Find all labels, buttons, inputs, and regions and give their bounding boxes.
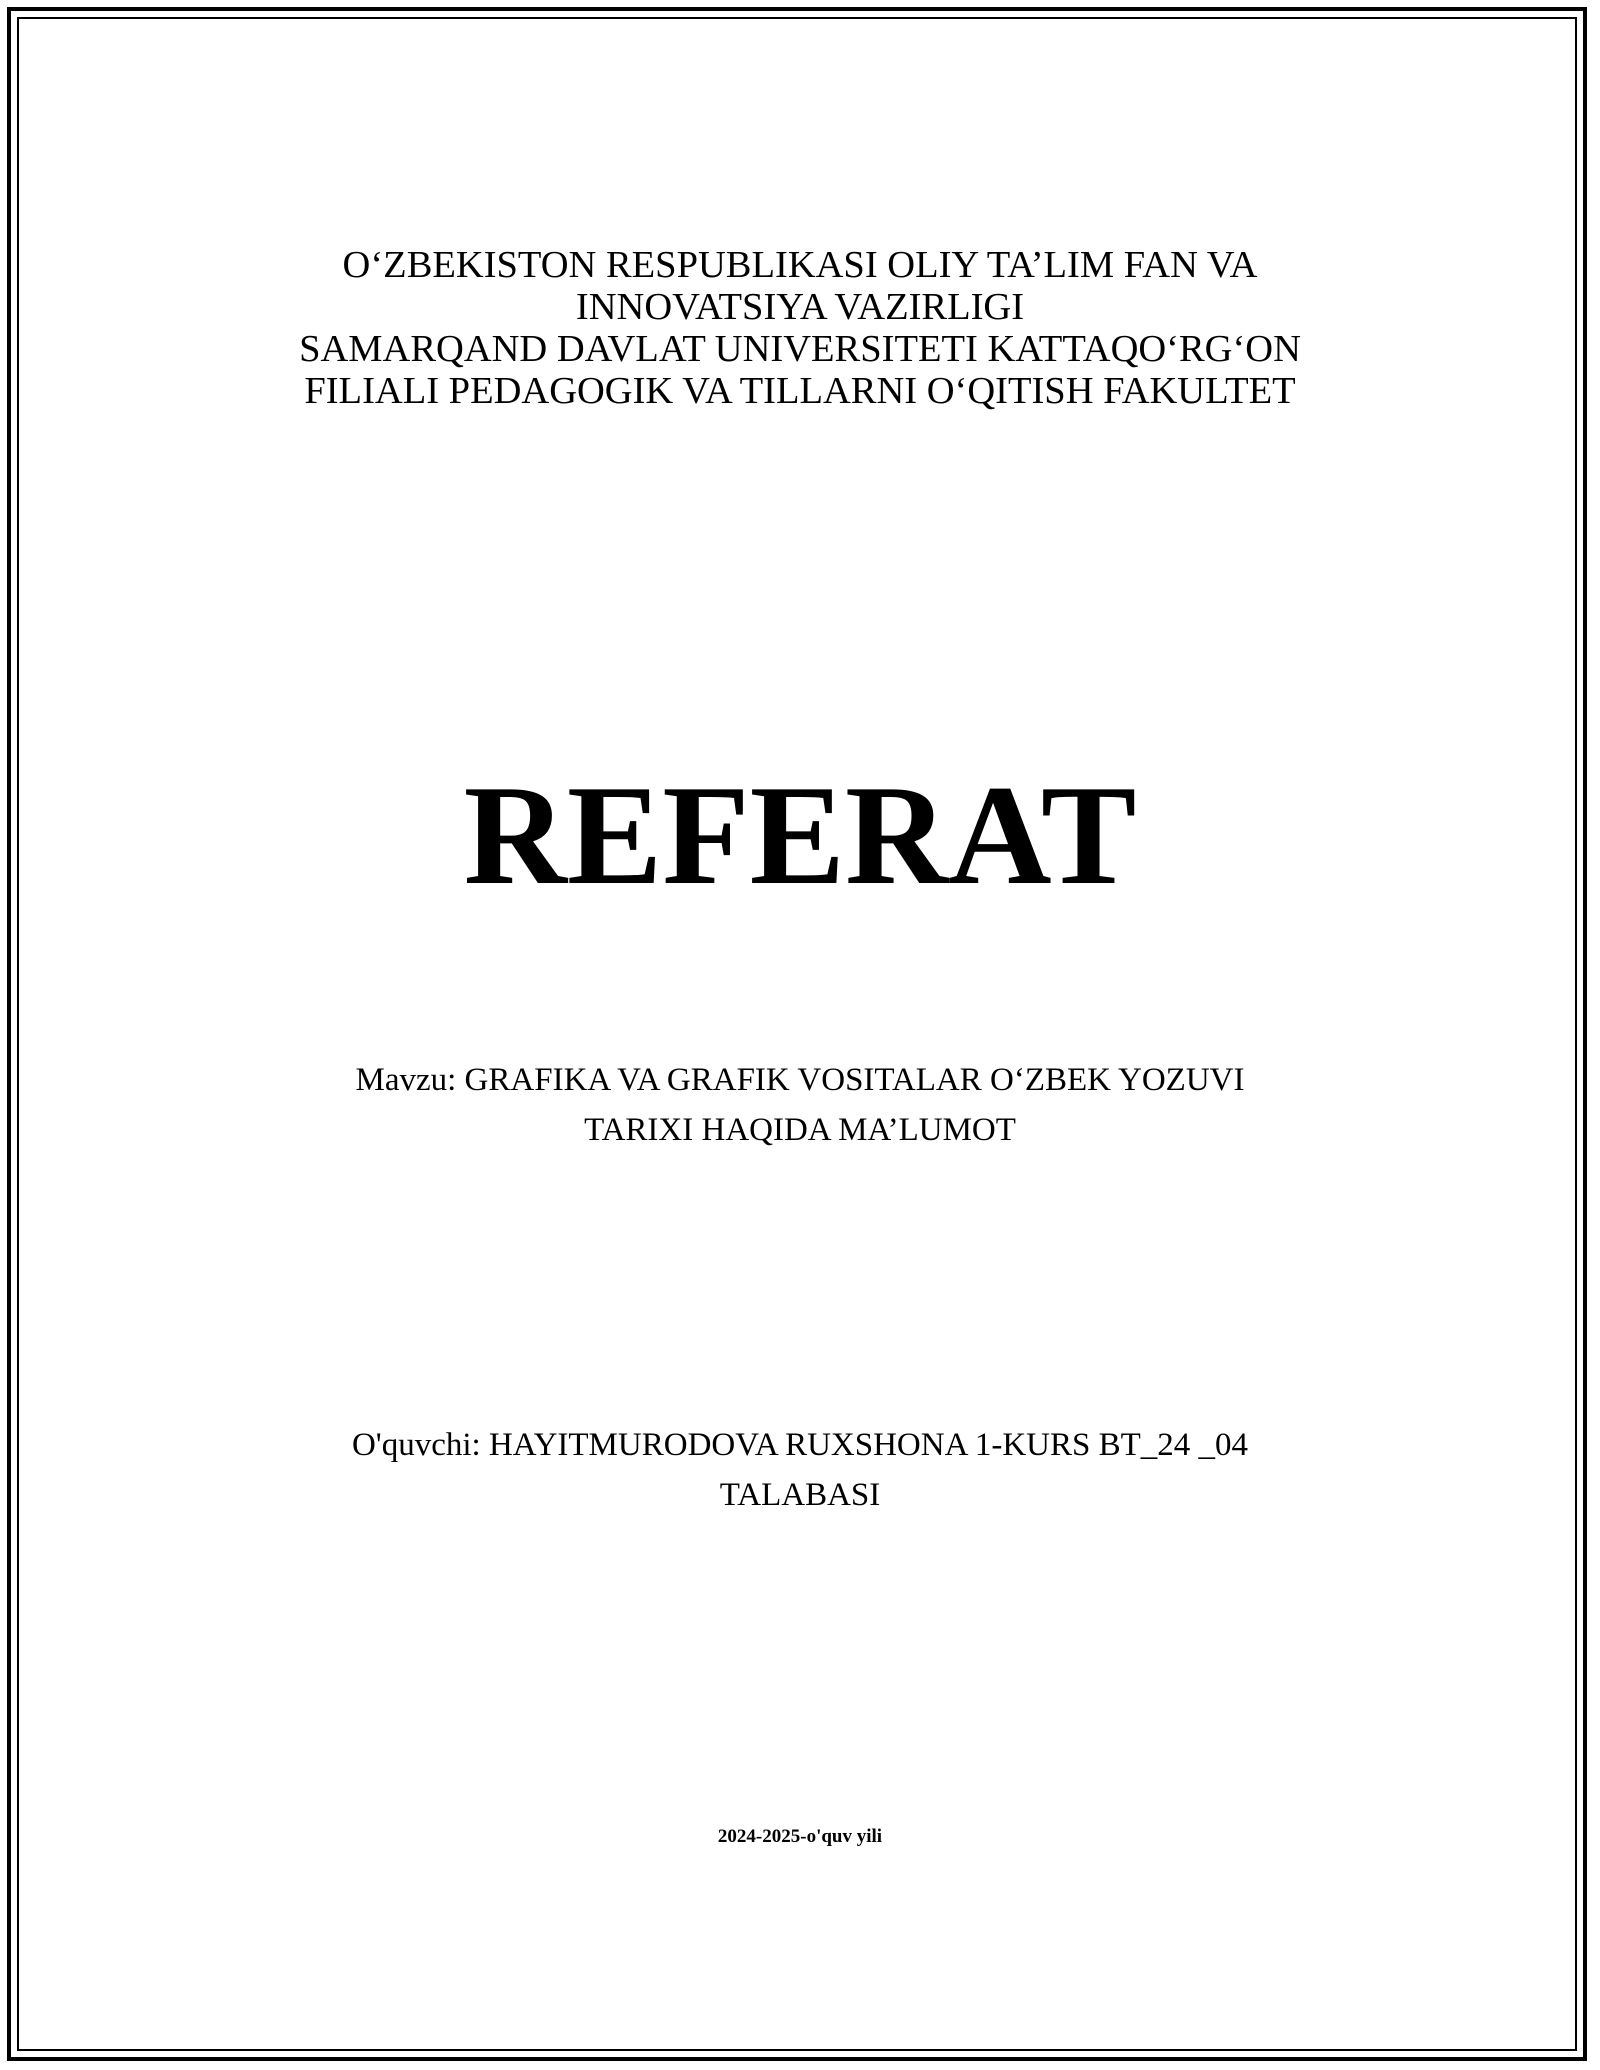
topic-block xyxy=(0,1055,1600,1155)
header-line: O‘ZBEKISTON RESPUBLIKASI OLIY TA’LIM FAN VA xyxy=(342,244,1258,286)
header-line: FILIALI PEDAGOGIK VA TILLARNI O‘QITISH FAKULTET xyxy=(304,370,1296,412)
topic-line: Mavzu: GRAFIKA VA GRAFIK VOSITALAR O‘ZBEK YOZUVI xyxy=(355,1062,1245,1098)
ministry-header xyxy=(0,244,1600,412)
document-title: REFERAT xyxy=(463,756,1137,914)
header-line: SAMARQAND DAVLAT UNIVERSITETI KATTAQO‘RG‘ON xyxy=(299,328,1301,370)
student-block xyxy=(0,1420,1600,1520)
header-line: INNOVATSIYA VAZIRLIGI xyxy=(575,286,1025,328)
topic-line: TARIXI HAQIDA MA’LUMOT xyxy=(584,1112,1016,1148)
student-line: O'quvchi: HAYITMURODOVA RUXSHONA 1-KURS BT_24 _04 xyxy=(351,1427,1249,1463)
student-line: TALABASI xyxy=(719,1477,881,1513)
academic-year: 2024-2025-o'quv yili xyxy=(717,1826,883,1847)
